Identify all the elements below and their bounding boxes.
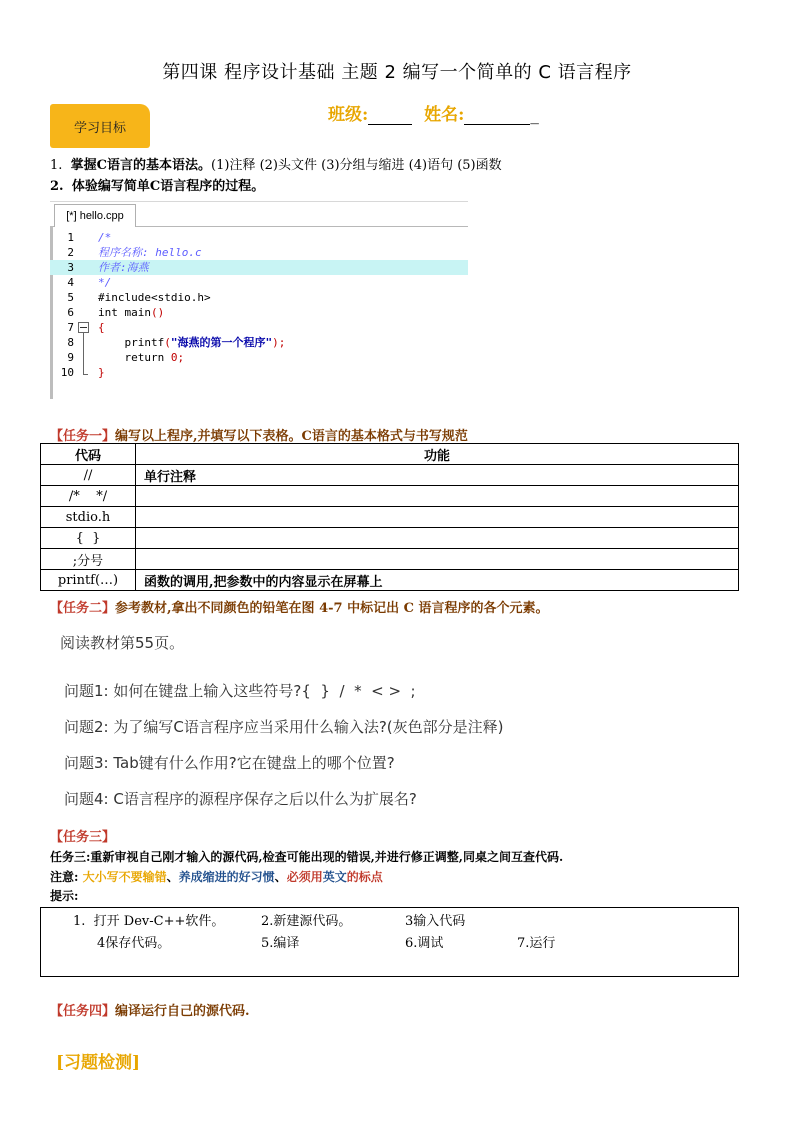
function-cell[interactable] <box>136 486 739 507</box>
code-line[interactable] <box>50 305 468 320</box>
hint-step-5: 5.编译 <box>261 936 300 951</box>
line-number: 6 <box>67 306 74 319</box>
code-token: /* <box>98 231 112 244</box>
code-cell: { } <box>41 528 136 549</box>
file-tab-hello-cpp[interactable]: [*] hello.cpp <box>54 204 136 227</box>
fold-toggle-icon[interactable] <box>78 322 89 333</box>
line-code <box>98 290 211 305</box>
task4-bracket: 【任务四】 <box>50 1004 116 1019</box>
table-row <box>41 486 739 507</box>
function-cell[interactable] <box>136 507 739 528</box>
function-cell[interactable] <box>136 528 739 549</box>
line-code <box>98 320 105 335</box>
class-name-line <box>328 100 539 125</box>
task1-heading <box>50 425 468 444</box>
code-token: ( <box>164 336 171 349</box>
table-row <box>41 528 739 549</box>
code-line[interactable] <box>50 230 468 245</box>
code-line[interactable] <box>50 335 468 350</box>
line-code <box>98 305 164 320</box>
task3-note <box>50 868 383 885</box>
task2-bracket: 【任务二】 <box>50 601 116 616</box>
task3-heading <box>50 826 115 845</box>
fold-line-end <box>83 374 88 375</box>
code-token: () <box>150 306 165 319</box>
question-4: 问题4: C语言程序的源程序保存之后以什么为扩展名? <box>64 790 417 808</box>
code-line[interactable] <box>50 350 468 365</box>
task1-bracket: 【任务一】 <box>50 429 116 444</box>
line-number: 10 <box>60 366 74 379</box>
code-token: #include<stdio.h> <box>98 291 211 304</box>
line-number: 3 <box>67 261 74 274</box>
class-label: 班级: <box>328 105 369 125</box>
goal-number: 1. <box>50 158 63 173</box>
line-code <box>98 260 149 275</box>
code-line[interactable] <box>50 275 468 290</box>
hint-step-7: 7.运行 <box>517 936 556 951</box>
hint-label: 提示: <box>50 889 79 903</box>
code-token: printf <box>98 336 165 349</box>
header-function: 功能 <box>136 444 739 465</box>
hint-box <box>40 907 739 977</box>
line-code <box>98 275 111 290</box>
line-number: 1 <box>67 231 74 244</box>
line-code <box>98 365 105 380</box>
code-cell: // <box>41 465 136 486</box>
code-token: } <box>98 366 105 379</box>
line-number: 8 <box>67 336 74 349</box>
page-title: 第四课 程序设计基础 主题 2 编写一个简单的 C 语言程序 <box>162 62 632 83</box>
name-blank[interactable] <box>464 106 530 125</box>
goal-text-rest: (1)注释 (2)头文件 (3)分组与缩进 (4)语句 (5)函数 <box>211 158 502 173</box>
function-cell[interactable]: 函数的调用,把参数中的内容显示在屏幕上 <box>136 570 739 591</box>
line-code <box>98 245 202 260</box>
code-token: int main <box>98 306 151 319</box>
note-separator: 、 <box>274 870 287 884</box>
task1-text: 编写以上程序,并填写以下表格。C语言的基本格式与书写规范 <box>115 429 468 444</box>
function-cell[interactable] <box>136 549 739 570</box>
task3-bracket: 【任务三】 <box>50 830 116 845</box>
goal-text-bold: 掌握C语言的基本语法。 <box>70 158 212 173</box>
code-token: { <box>98 321 105 334</box>
code-line[interactable] <box>50 245 468 260</box>
table-row <box>41 570 739 591</box>
note-label: 注意: <box>50 870 79 884</box>
question-1: 问题1: 如何在键盘上输入这些符号?{ } / * < > ; <box>64 682 416 700</box>
code-cell: ;分号 <box>41 549 136 570</box>
code-line[interactable] <box>50 260 468 275</box>
code-editor <box>50 199 468 399</box>
line-code <box>98 230 111 245</box>
table-row <box>41 549 739 570</box>
hint-step-1: 1. 打开 Dev-C++软件。 <box>73 914 225 929</box>
goal-text-bold: 体验编写简单C语言程序的过程。 <box>71 179 265 194</box>
task2-heading <box>50 597 548 616</box>
hint-step-4: 4保存代码。 <box>97 936 171 951</box>
editor-tab-bar <box>50 199 468 227</box>
line-code <box>98 350 184 365</box>
hint-step-6: 6.调试 <box>405 936 444 951</box>
code-token: */ <box>98 276 112 289</box>
code-line[interactable] <box>50 290 468 305</box>
goal-item-2 <box>50 175 264 194</box>
code-cell: printf(…) <box>41 570 136 591</box>
function-cell[interactable]: 单行注释 <box>136 465 739 486</box>
table-header-row <box>41 444 739 465</box>
class-blank[interactable] <box>368 106 412 125</box>
code-token: return <box>98 351 171 364</box>
code-token: ); <box>272 336 286 349</box>
note-english: 英文 <box>322 870 347 884</box>
hint-step-3: 3输入代码 <box>405 914 466 929</box>
task3-description: 任务三:重新审视自己刚才输入的源代码,检查可能出现的错误,并进行修正调整,同桌之间互查代码. <box>50 850 564 864</box>
name-label: 姓名: <box>424 105 465 125</box>
line-number: 9 <box>67 351 74 364</box>
note-separator: 、 <box>166 870 179 884</box>
code-token: 程序名称: hello.c <box>98 246 202 259</box>
note-case: 大小写不要输错 <box>82 870 167 884</box>
note-indent: 养成缩进的好习惯 <box>178 870 275 884</box>
goal-number: 2. <box>50 179 64 194</box>
code-cell: /* */ <box>41 486 136 507</box>
goal-item-1 <box>50 154 502 173</box>
hint-step-2: 2.新建源代码。 <box>261 914 352 929</box>
code-token: "海燕的第一个程序" <box>170 336 273 349</box>
code-line[interactable] <box>50 320 468 335</box>
line-number: 5 <box>67 291 74 304</box>
table-row <box>41 465 739 486</box>
task4-text: 编译运行自己的源代码. <box>115 1004 250 1019</box>
line-number: 4 <box>67 276 74 289</box>
note-punctuation: 的标点 <box>346 870 383 884</box>
practice-heading: [习题检测] <box>56 1053 141 1073</box>
line-code <box>98 335 285 350</box>
name-tail: _ <box>530 105 539 125</box>
syntax-table <box>40 443 739 591</box>
table-row <box>41 507 739 528</box>
code-line[interactable] <box>50 365 468 380</box>
fold-line <box>83 333 84 375</box>
note-must: 必须用 <box>286 870 323 884</box>
question-3: 问题3: Tab键有什么作用?它在键盘上的哪个位置? <box>64 754 395 772</box>
task4-heading <box>50 1000 250 1019</box>
code-token: 作者:海燕 <box>98 261 149 274</box>
learning-goals-badge: 学习目标 <box>50 104 150 148</box>
code-cell: stdio.h <box>41 507 136 528</box>
line-number: 2 <box>67 246 74 259</box>
header-code: 代码 <box>41 444 136 465</box>
line-number: 7 <box>67 321 74 334</box>
question-2: 问题2: 为了编写C语言程序应当采用什么输入法?(灰色部分是注释) <box>64 718 504 736</box>
reading-instruction: 阅读教材第55页。 <box>60 634 185 652</box>
code-token: 0 <box>170 351 178 364</box>
code-token: ; <box>177 351 185 364</box>
task2-text: 参考教材,拿出不同颜色的铅笔在图 4-7 中标记出 C 语言程序的各个元素。 <box>115 601 549 616</box>
